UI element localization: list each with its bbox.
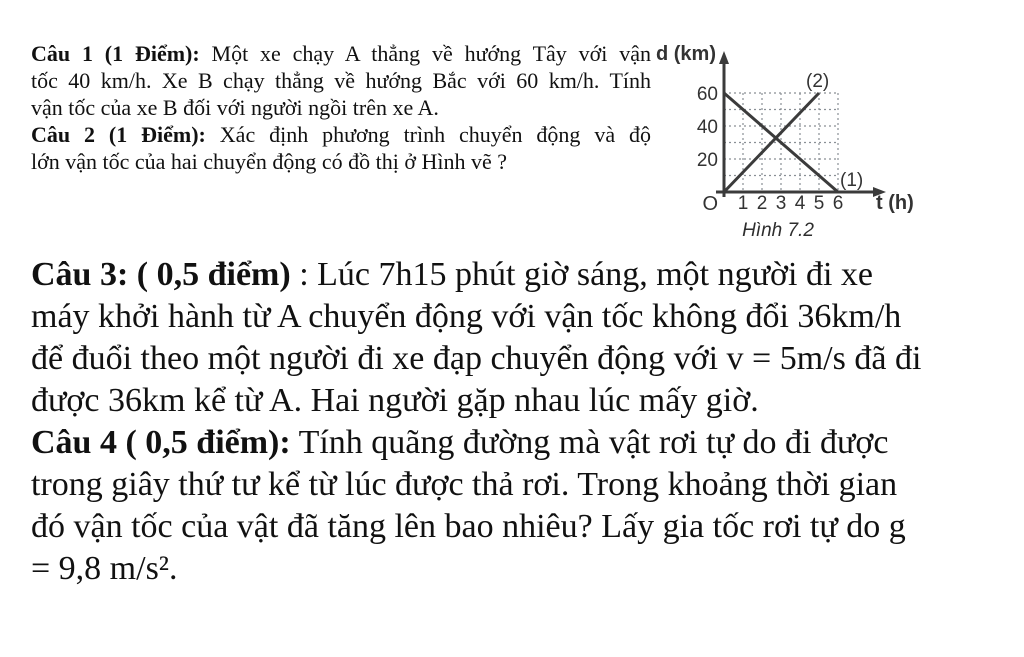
x-tick-label: 1 <box>737 193 749 214</box>
text-line: trong giây thứ tư kể từ lúc được thả rơi. Trong khoảng thời gian <box>31 466 898 503</box>
problem-1-label: Câu 1 (1 Điểm): <box>31 41 200 66</box>
text-line: máy khởi hành từ A chuyển động với vận tốc không đổi 36km/h <box>31 298 902 335</box>
y-tick-label: 60 <box>696 84 718 105</box>
series-label-1: (1) <box>840 170 864 191</box>
problem-3-text: : Lúc 7h15 phút giờ sáng, một người đi xe <box>290 256 873 293</box>
text-line: lớn vận tốc của hai chuyển động có đồ thị ở Hình vẽ ? <box>31 149 507 174</box>
text-line: đó vận tốc của vật đã tăng lên bao nhiêu? Lấy gia tốc rơi tự do g <box>31 508 906 545</box>
problem-section-top <box>31 40 651 175</box>
x-tick-label: 6 <box>832 193 844 214</box>
distance-time-graph <box>648 30 958 250</box>
y-tick-label: 40 <box>696 117 718 138</box>
x-tick-label: 4 <box>794 193 806 214</box>
problem-section-main <box>31 254 1024 590</box>
y-tick-label: 20 <box>696 150 718 171</box>
figure-caption: Hình 7.2 <box>742 220 814 241</box>
text-line: để đuổi theo một người đi xe đạp chuyển động với v = 5m/s đã đi <box>31 340 922 377</box>
text-line <box>31 40 651 67</box>
x-tick-label: 5 <box>813 193 825 214</box>
text-line <box>31 121 651 148</box>
x-axis-title: t (h) <box>876 192 914 214</box>
series-label-2: (2) <box>806 71 830 92</box>
problem-1-text: Một xe chạy A thẳng về hướng Tây với vận <box>199 41 651 66</box>
problem-2-text: Xác định phương trình chuyển động và độ <box>205 122 651 147</box>
text-line: được 36km kể từ A. Hai người gặp nhau lúc mấy giờ. <box>31 382 759 419</box>
y-axis-arrow-icon <box>719 51 729 64</box>
text-line <box>31 254 1024 296</box>
problem-3-label: Câu 3: ( 0,5 điểm) <box>31 256 291 293</box>
problem-2-label: Câu 2 (1 Điểm): <box>31 122 206 147</box>
origin-label: O <box>702 193 718 215</box>
x-tick-label: 2 <box>756 193 768 214</box>
problem-4-text: Tính quãng đường mà vật rơi tự do đi được <box>290 424 889 461</box>
text-line: vận tốc của xe B đối với người ngồi trên xe A. <box>31 95 439 120</box>
problem-4-label: Câu 4 ( 0,5 điểm): <box>31 424 291 461</box>
text-line: = 9,8 m/s². <box>31 550 178 587</box>
figure-hinh-7-2 <box>648 30 958 280</box>
text-line: tốc 40 km/h. Xe B chạy thẳng về hướng Bắc với 60 km/h. Tính <box>31 68 651 93</box>
x-tick-label: 3 <box>775 193 787 214</box>
y-axis-title: d (km) <box>656 43 716 65</box>
text-line <box>31 422 1024 464</box>
